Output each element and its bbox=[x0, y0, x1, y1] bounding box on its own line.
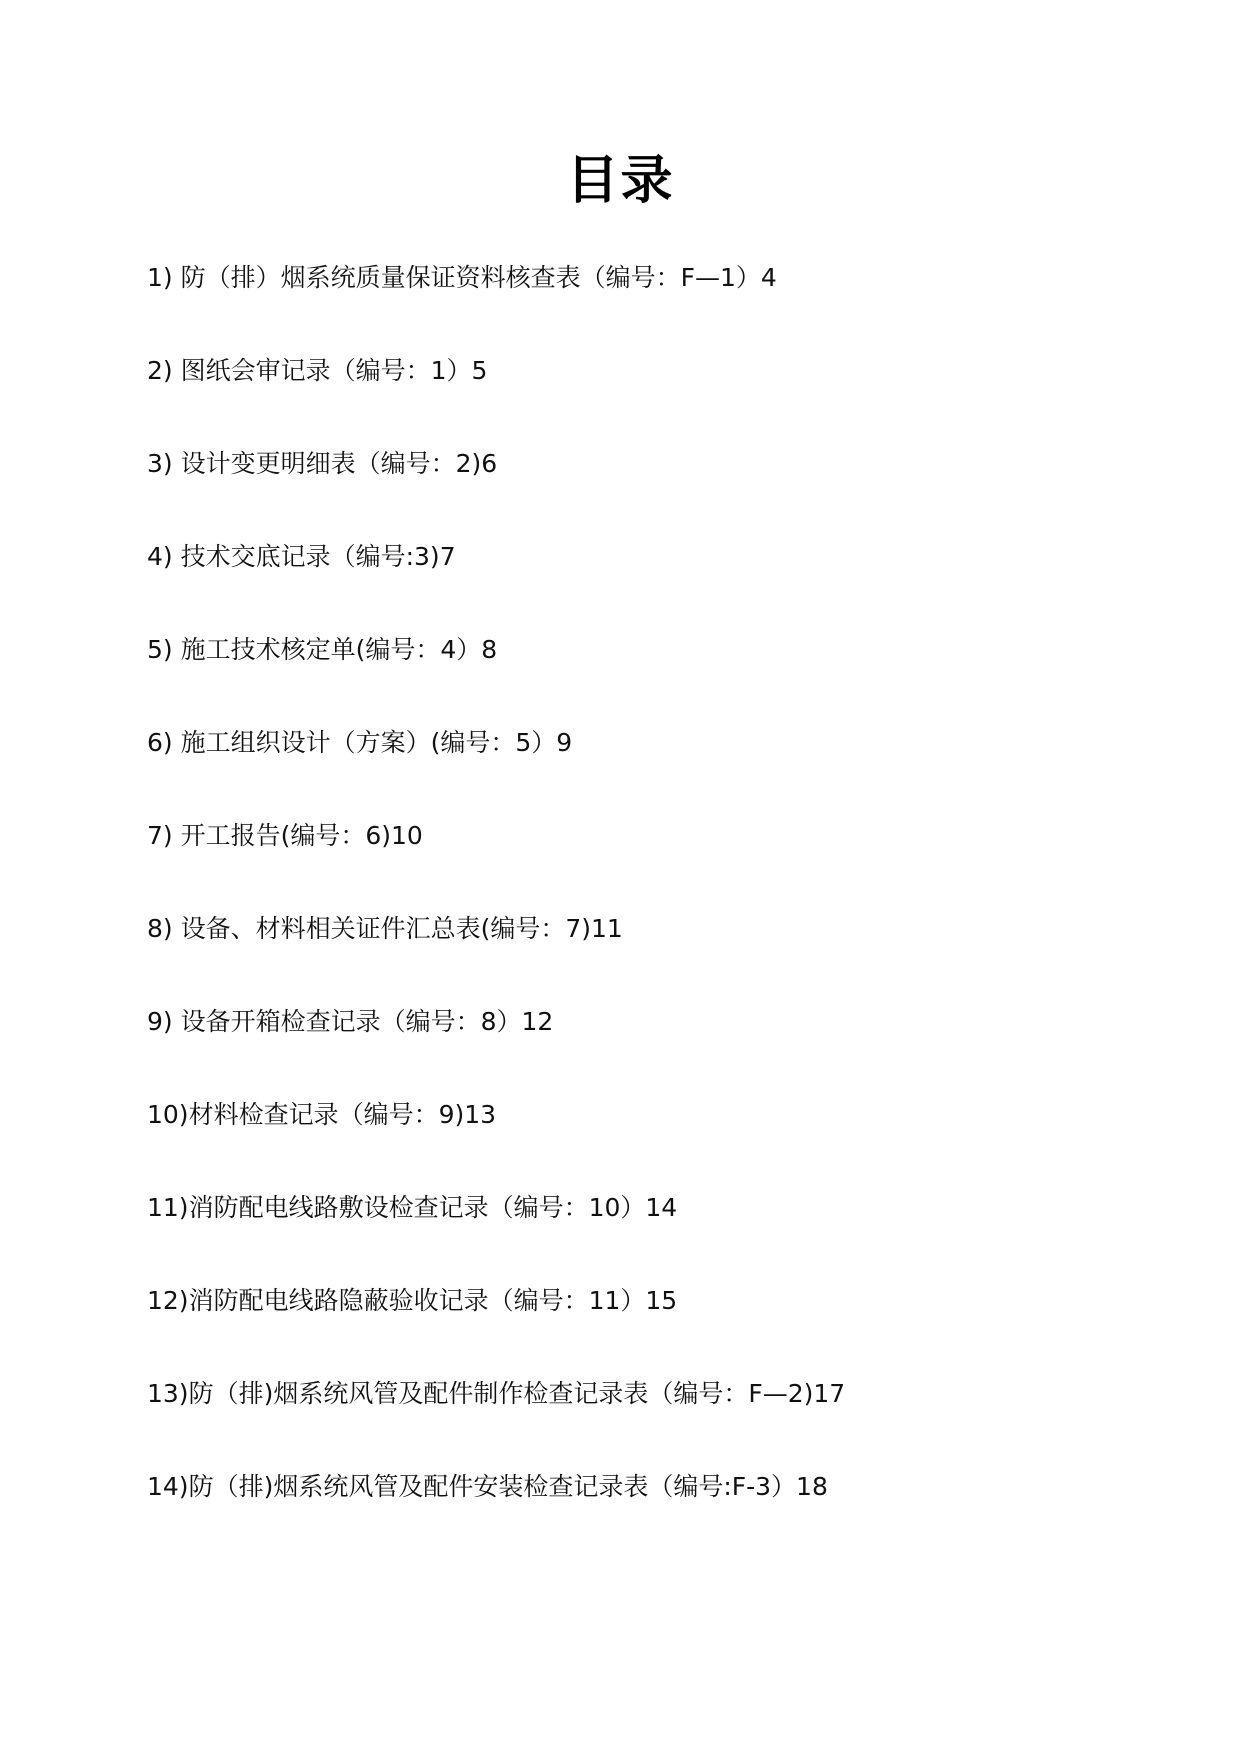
toc-entry-1[interactable]: 1) 防（排）烟系统质量保证资料核查表（编号：F—1）4 bbox=[147, 263, 777, 292]
toc-entry-13[interactable]: 13)防（排)烟系统风管及配件制作检查记录表（编号：F—2)17 bbox=[147, 1379, 846, 1408]
table-of-contents bbox=[147, 263, 1147, 1565]
toc-entry-12[interactable]: 12)消防配电线路隐蔽验收记录（编号：11）15 bbox=[147, 1286, 678, 1315]
toc-entry-4[interactable]: 4) 技术交底记录（编号:3)7 bbox=[147, 542, 456, 571]
toc-entry-8[interactable]: 8) 设备、材料相关证件汇总表(编号：7)11 bbox=[147, 914, 623, 943]
toc-entry-6[interactable]: 6) 施工组织设计（方案）(编号：5）9 bbox=[147, 728, 573, 757]
toc-entry-10[interactable]: 10)材料检查记录（编号：9)13 bbox=[147, 1100, 497, 1129]
toc-entry-3[interactable]: 3) 设计变更明细表（编号：2)6 bbox=[147, 449, 498, 478]
toc-entry-5[interactable]: 5) 施工技术核定单(编号：4）8 bbox=[147, 635, 498, 664]
toc-entry-11[interactable]: 11)消防配电线路敷设检查记录（编号：10）14 bbox=[147, 1193, 678, 1222]
toc-entry-7[interactable]: 7) 开工报告(编号：6)10 bbox=[147, 821, 423, 850]
toc-entry-14[interactable]: 14)防（排)烟系统风管及配件安装检查记录表（编号:F-3）18 bbox=[147, 1472, 828, 1501]
toc-entry-9[interactable]: 9) 设备开箱检查记录（编号：8）12 bbox=[147, 1007, 554, 1036]
toc-entry-2[interactable]: 2) 图纸会审记录（编号：1）5 bbox=[147, 356, 488, 385]
page-title: 目录 bbox=[566, 151, 675, 211]
